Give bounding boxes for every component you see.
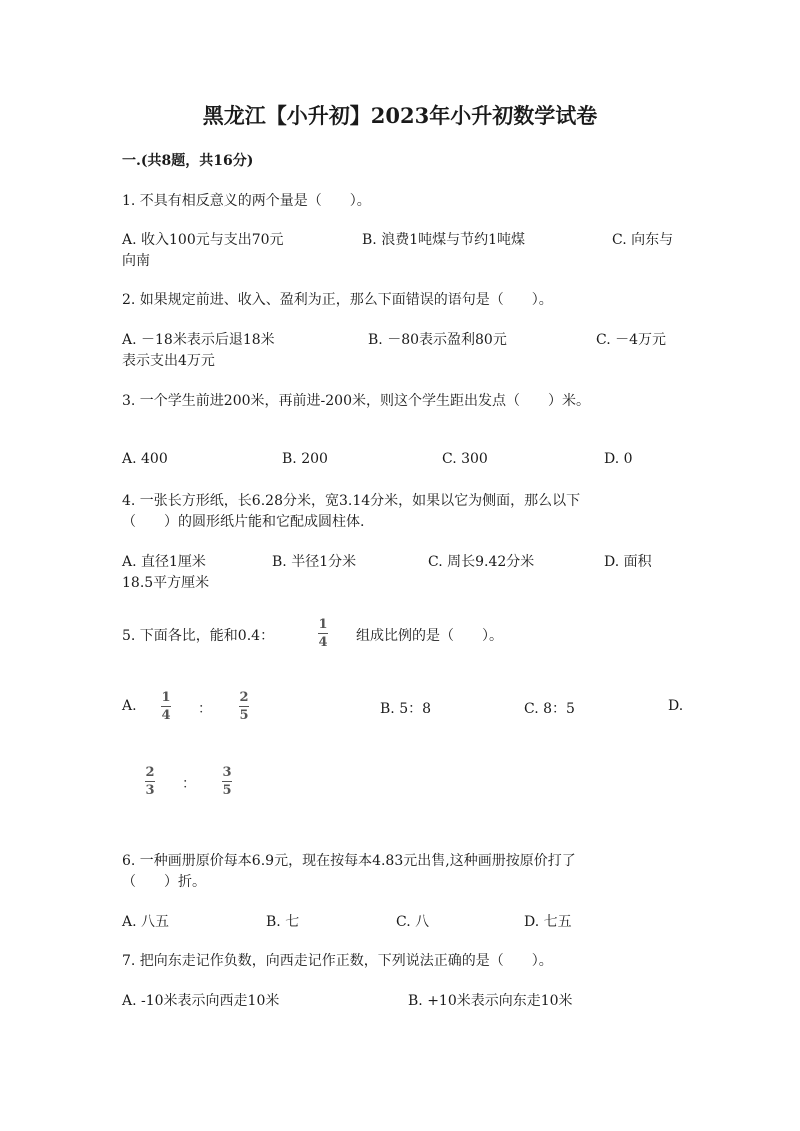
question-5-option-b: B. 5：8 bbox=[380, 701, 432, 717]
question-5-option-d-fraction-1 bbox=[145, 765, 155, 798]
question-2-option-c: C. －4万元 bbox=[596, 332, 667, 348]
question-7-stem: 7. 把向东走记作负数，向西走记作正数，下列说法正确的是（ ）。 bbox=[122, 953, 553, 969]
question-5-option-a-label: A. bbox=[122, 698, 137, 714]
question-2-stem: 2. 如果规定前进、收入、盈利为正，那么下面错误的语句是（ ）。 bbox=[122, 292, 553, 308]
question-6-stem-cont: （ ）折。 bbox=[122, 874, 206, 890]
question-2-option-b: B. －80表示盈利80元 bbox=[368, 332, 507, 348]
question-1-stem: 1. 不具有相反意义的两个量是（ ）。 bbox=[122, 193, 371, 209]
question-2-option-c-cont: 表示支出4万元 bbox=[122, 353, 215, 369]
fraction-denominator: 3 bbox=[145, 783, 155, 798]
question-5-option-c: C. 8：5 bbox=[524, 701, 575, 717]
fraction-bar bbox=[222, 781, 232, 782]
fraction-numerator: 1 bbox=[318, 617, 328, 632]
fraction-denominator: 4 bbox=[318, 635, 328, 650]
question-6-option-c: C. 八 bbox=[396, 914, 430, 930]
question-5-option-d-colon: ： bbox=[182, 776, 196, 792]
question-3-option-d: D. 0 bbox=[604, 451, 633, 467]
question-5-option-d-fraction-2 bbox=[222, 765, 232, 798]
question-2-option-a: A. －18米表示后退18米 bbox=[122, 332, 275, 348]
fraction-numerator: 3 bbox=[222, 765, 232, 780]
question-7-option-b: B. +10米表示向东走10米 bbox=[408, 993, 573, 1009]
question-6-stem: 6. 一种画册原价每本6.9元，现在按每本4.83元出售,这种画册按原价打了 bbox=[122, 853, 576, 869]
question-3-stem: 3. 一个学生前进200米，再前进-200米，则这个学生距出发点（ ）米。 bbox=[122, 393, 590, 409]
question-4-option-d: D. 面积 bbox=[604, 554, 652, 570]
question-1-option-c: C. 向东与 bbox=[612, 232, 674, 248]
question-6-option-b: B. 七 bbox=[266, 914, 300, 930]
question-1-option-c-cont: 向南 bbox=[122, 253, 150, 269]
question-4-option-b: B. 半径1分米 bbox=[272, 554, 357, 570]
section-heading: 一.(共8题，共16分) bbox=[122, 153, 254, 169]
question-1-option-a: A. 收入100元与支出70元 bbox=[122, 232, 284, 248]
fraction-numerator: 2 bbox=[145, 765, 155, 780]
fraction-bar bbox=[318, 633, 328, 634]
fraction-bar bbox=[145, 781, 155, 782]
fraction-denominator: 5 bbox=[239, 708, 249, 723]
question-4-stem: 4. 一张长方形纸，长6.28分米，宽3.14分米，如果以它为侧面，那么以下 bbox=[122, 493, 581, 509]
question-5-option-a-fraction-1 bbox=[161, 690, 171, 723]
question-5-option-a-colon: ： bbox=[198, 701, 212, 717]
question-3-option-a: A. 400 bbox=[122, 451, 168, 467]
question-1-option-b: B. 浪费1吨煤与节约1吨煤 bbox=[362, 232, 526, 248]
question-5-stem-cont: 组成比例的是（ ）。 bbox=[356, 628, 503, 644]
question-7-option-a: A. -10米表示向西走10米 bbox=[122, 993, 280, 1009]
question-6-option-d: D. 七五 bbox=[524, 914, 572, 930]
question-3-option-b: B. 200 bbox=[282, 451, 328, 467]
question-5-stem: 5. 下面各比，能和0.4： bbox=[122, 628, 275, 644]
question-4-option-a: A. 直径1厘米 bbox=[122, 554, 206, 570]
question-4-option-c: C. 周长9.42分米 bbox=[428, 554, 535, 570]
fraction-denominator: 4 bbox=[161, 708, 171, 723]
question-5-stem-fraction bbox=[318, 617, 328, 650]
question-4-stem-cont: （ ）的圆形纸片能和它配成圆柱体. bbox=[122, 514, 365, 530]
question-4-option-d-cont: 18.5平方厘米 bbox=[122, 575, 210, 591]
page-title: 黑龙江【小升初】2023年小升初数学试卷 bbox=[202, 103, 598, 128]
question-3-option-c: C. 300 bbox=[442, 451, 488, 467]
question-5-option-a-fraction-2 bbox=[239, 690, 249, 723]
fraction-bar bbox=[161, 706, 171, 707]
fraction-numerator: 1 bbox=[161, 690, 171, 705]
fraction-denominator: 5 bbox=[222, 783, 232, 798]
fraction-numerator: 2 bbox=[239, 690, 249, 705]
question-5-option-d-label: D. bbox=[668, 698, 684, 714]
fraction-bar bbox=[239, 706, 249, 707]
question-6-option-a: A. 八五 bbox=[122, 914, 170, 930]
